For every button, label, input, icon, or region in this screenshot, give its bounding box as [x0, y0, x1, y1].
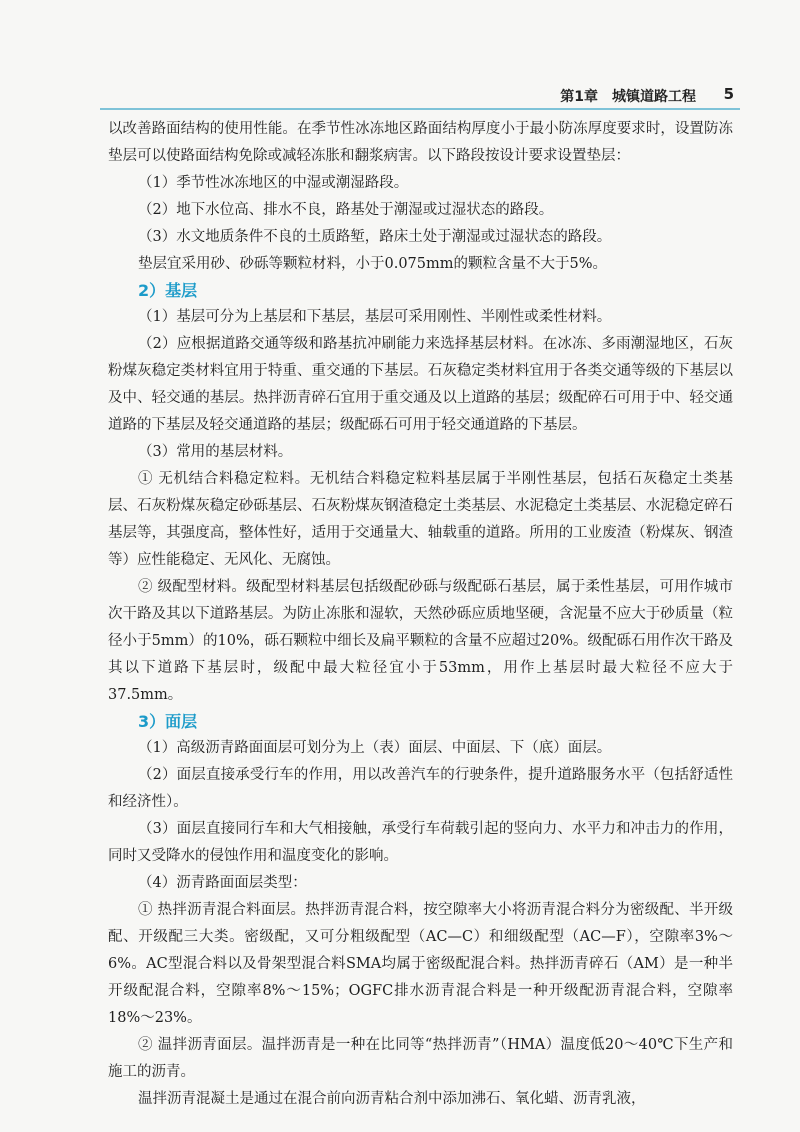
surface-paragraph: ① 热拌沥青混合料面层。热拌沥青混合料，按空隙率大小将沥青混合料分为密级配、半开级配、开级配三大类。密级配，又可分粗级配型（AC—C）和细级配型（AC—F），空隙率3%～6%。AC型混合料以及骨架型混合料SMA均属于密级配混合料。热拌沥青碎石（AM）是一种半开级配混合料，空隙率8%～15%；OGFC排水沥青混合料是一种开级配沥青混合料，空隙率18%～23%。: [108, 902, 733, 1026]
cushion-material-paragraph: 垫层宜采用砂、砂砾等颗粒材料，小于0.075mm的颗粒含量不大于5%。: [138, 256, 608, 272]
surface-paragraph: （2）面层直接承受行车的作用，用以改善汽车的行驶条件，提升道路服务水平（包括舒适性和经济性）。: [108, 767, 733, 810]
surface-paragraph: （1）高级沥青路面面层可划分为上（表）面层、中面层、下（底）面层。: [138, 740, 612, 756]
base-paragraph: ② 级配型材料。级配型材料基层包括级配砂砾与级配砾石基层，属于柔性基层，可用作城市次干路及其以下道路基层。为防止冻胀和湿软，天然砂砾应质地坚硬，含泥量不应大于砂质量（粒径小于5mm）的10%，砾石颗粒中细长及扁平颗粒的含量不应超过20%。级配砾石用作次干路及其以下道路下基层时，级配中最大粒径宜小于53mm，用作上基层时最大粒径不应大于37.5mm。: [108, 579, 733, 703]
base-paragraph: （3）常用的基层材料。: [138, 444, 293, 460]
surface-paragraph: （4）沥青路面面层类型：: [138, 875, 307, 891]
cushion-item: （3）水文地质条件不良的土质路堑，路床土处于潮湿或过湿状态的路段。: [138, 229, 612, 245]
section-heading-surface: 3）面层: [138, 712, 198, 731]
base-paragraph: ① 无机结合料稳定粒料。无机结合料稳定粒料基层属于半刚性基层，包括石灰稳定土类基层、石灰粉煤灰稳定砂砾基层、石灰粉煤灰钢渣稳定土类基层、水泥稳定土类基层、水泥稳定碎石基层等，其强度高，整体性好，适用于交通量大、轴载重的道路。所用的工业废渣（粉煤灰、钢渣等）应性能稳定、无风化、无腐蚀。: [108, 471, 733, 568]
header-rule: [100, 108, 740, 110]
surface-paragraph: ② 温拌沥青面层。温拌沥青是一种在比同等“热拌沥青”（HMA）温度低20～40℃下生产和施工的沥青。: [108, 1037, 733, 1080]
chapter-title: 第1章 城镇道路工程: [560, 89, 696, 105]
intro-paragraph: 以改善路面结构的使用性能。在季节性冰冻地区路面结构厚度小于最小防冻厚度要求时，设置防冻垫层可以使路面结构免除或减轻冻胀和翻浆病害。以下路段按设计要求设置垫层：: [108, 121, 733, 164]
cushion-item: （2）地下水位高、排水不良，路基处于潮湿或过湿状态的路段。: [138, 202, 554, 218]
running-header: [100, 86, 740, 108]
cushion-item: （1）季节性冰冻地区的中湿或潮湿路段。: [138, 175, 409, 191]
base-paragraph: （2）应根据道路交通等级和路基抗冲刷能力来选择基层材料。在冰冻、多雨潮湿地区，石灰粉煤灰稳定类材料宜用于特重、重交通的下基层。石灰稳定类材料宜用于各类交通等级的下基层以及中、轻交通的基层。热拌沥青碎石宜用于重交通及以上道路的基层；级配碎石可用于中、轻交通道路的下基层及轻交通道路的基层；级配砾石可用于轻交通道路的下基层。: [108, 336, 733, 433]
page-number: 5: [723, 85, 734, 103]
page-body: [108, 116, 733, 1113]
surface-paragraph: （3）面层直接同行车和大气相接触，承受行车荷载引起的竖向力、水平力和冲击力的作用，同时又受降水的侵蚀作用和温度变化的影响。: [108, 821, 733, 864]
base-paragraph: （1）基层可分为上基层和下基层，基层可采用刚性、半刚性或柔性材料。: [138, 309, 612, 325]
surface-paragraph: 温拌沥青混凝土是通过在混合前向沥青粘合剂中添加沸石、氧化蜡、沥青乳液，: [138, 1091, 646, 1107]
section-heading-base: 2）基层: [138, 281, 198, 300]
